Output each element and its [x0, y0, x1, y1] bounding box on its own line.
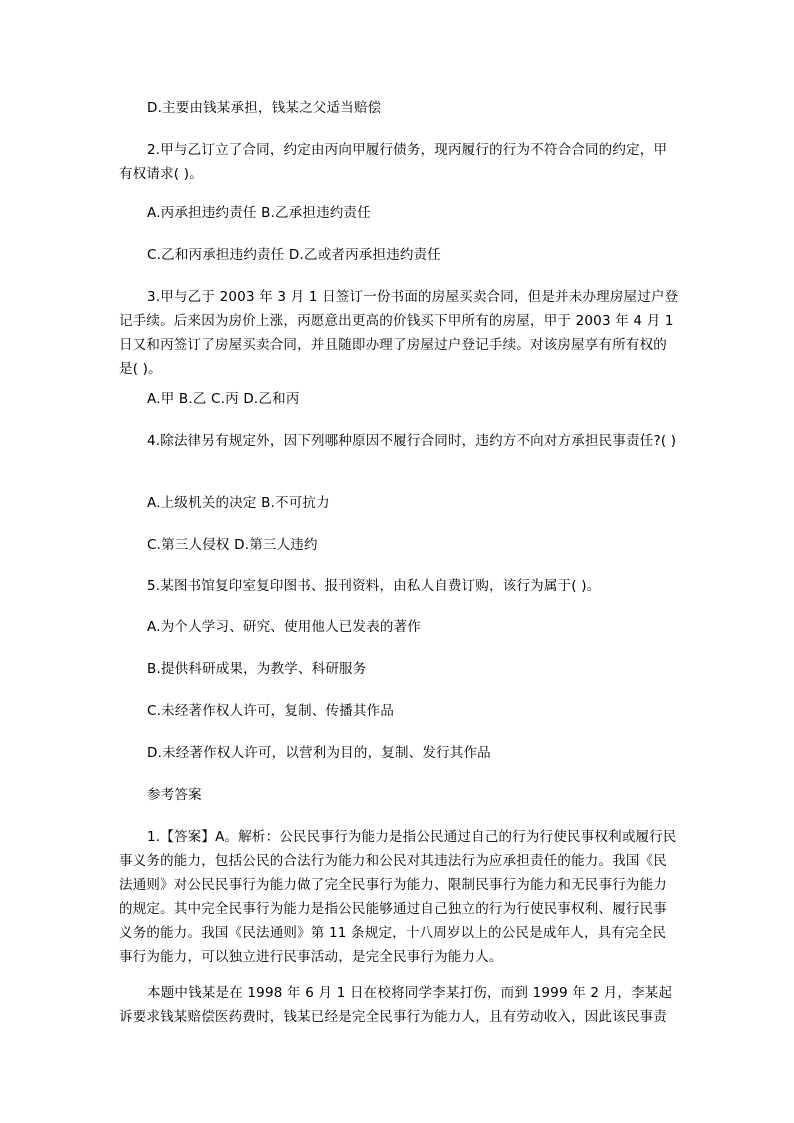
q1-option-d: D.主要由钱某承担，钱某之父适当赔偿 — [147, 100, 382, 116]
q5-option-d: D.未经著作权人许可，以营利为目的，复制、发行其作品 — [147, 745, 491, 761]
question-3: 3.甲与乙于 2003 年 3 月 1 日签订一份书面的房屋买卖合同，但是并未办理房屋过户登记手续。后来因为房价上涨，丙愿意出更高的价钱买下甲所有的房屋，甲于 2003 年 4 月 1 日又和丙签订了房屋买卖合同，并且随即办理了房屋过户登记手续。对该房屋享有所有权的是( )。 — [119, 289, 679, 377]
answer-1-continued: 本题中钱某是在 1998 年 6 月 1 日在校将同学李某打伤，而到 1999 年 2 月，李某起诉要求钱某赔偿医药费时，钱某已经是完全民事行为能力人，且有劳动收入，因此该民事责 — [119, 985, 673, 1025]
reference-answers-heading: 参考答案 — [147, 787, 202, 803]
q4-options-cd: C.第三人侵权 D.第三人违约 — [147, 537, 318, 553]
answer-1: 1.【答案】A。解析：公民民事行为能力是指公民通过自己的行为行使民事权利或履行民事义务的能力，包括公民的合法行为能力和公民对其违法行为应承担责任的能力。我国《民法通则》对公民民事行为能力做了完全民事行为能力、限制民事行为能力和无民事行为能力的规定。其中完全民事行为能力是指公民能够通过自己独立的行为行使民事权利、履行民事义务的能力。我国《民法通则》第 11 条规定，十八周岁以上的公民是成年人，具有完全民事行为能力，可以独立进行民事活动，是完全民事行为能力人。 — [119, 829, 677, 965]
q5-option-c: C.未经著作权人许可，复制、传播其作品 — [147, 703, 395, 719]
q5-option-b: B.提供科研成果，为教学、科研服务 — [147, 661, 367, 677]
q3-options: A.甲 B.乙 C.丙 D.乙和丙 — [147, 391, 300, 407]
q2-options-ab: A.丙承担违约责任 B.乙承担违约责任 — [147, 205, 371, 221]
q4-options-ab: A.上级机关的决定 B.不可抗力 — [147, 495, 330, 511]
question-5: 5.某图书馆复印室复印图书、报刊资料，由私人自费订购，该行为属于( )。 — [147, 578, 601, 594]
q2-options-cd: C.乙和丙承担违约责任 D.乙或者丙承担违约责任 — [147, 247, 441, 263]
question-2: 2.甲与乙订立了合同，约定由丙向甲履行债务，现丙履行的行为不符合合同的约定，甲有权请求( )。 — [119, 142, 668, 182]
q5-option-a: A.为个人学习、研究、使用他人已发表的著作 — [147, 619, 421, 635]
question-4: 4.除法律另有规定外，因下列哪种原因不履行合同时，违约方不向对方承担民事责任?( ) — [147, 433, 677, 449]
